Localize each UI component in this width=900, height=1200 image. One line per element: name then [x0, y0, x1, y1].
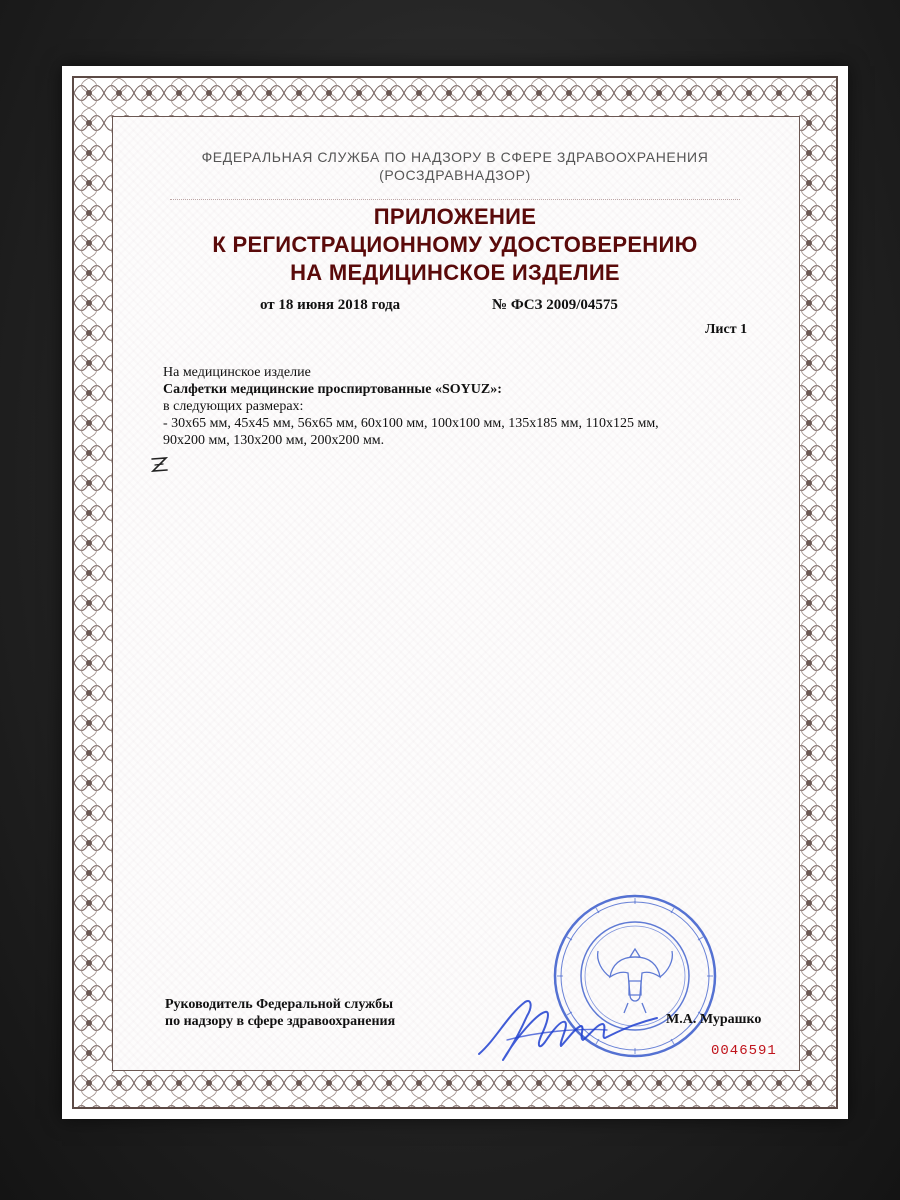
certificate-sheet [62, 66, 848, 1119]
issue-date: от 18 июня 2018 года [260, 297, 401, 313]
agency-abbreviation: (РОСЗДРАВНАДЗОР) [379, 167, 531, 183]
sizes-list-line1: - 30x65 мм, 45x45 мм, 56x65 мм, 60x100 мм, 100x100 мм, 135x185 мм, 110x125 мм, [163, 416, 659, 431]
sizes-list-line2: 90x200 мм, 130x200 мм, 200x200 мм. [163, 433, 385, 448]
registration-number: № ФСЗ 2009/04575 [492, 297, 618, 313]
product-name: Салфетки медицинские проспиртованные «SOYUZ»: [163, 382, 502, 397]
serial-number: 0046591 [711, 1043, 777, 1059]
document-title-line1: ПРИЛОЖЕНИЕ [373, 204, 537, 229]
signatory-role-line1: Руководитель Федеральной службы [165, 997, 394, 1012]
document-title-line2: К РЕГИСТРАЦИОННОМУ УДОСТОВЕРЕНИЮ [212, 232, 698, 257]
signatory-name: М.А. Мурашко [666, 1012, 762, 1027]
sheet-number: Лист 1 [705, 322, 748, 337]
z-mark-icon [148, 454, 170, 476]
document-title-line3: НА МЕДИЦИНСКОЕ ИЗДЕЛИЕ [290, 260, 620, 285]
header-divider [170, 199, 740, 200]
agency-name: ФЕДЕРАЛЬНАЯ СЛУЖБА ПО НАДЗОРУ В СФЕРЕ ЗДРАВООХРАНЕНИЯ [201, 149, 709, 165]
body-intro: На медицинское изделие [163, 365, 311, 380]
sizes-intro: в следующих размерах: [163, 399, 304, 414]
signatory-role-line2: по надзору в сфере здравоохранения [165, 1014, 396, 1029]
handwritten-signature [467, 976, 677, 1076]
